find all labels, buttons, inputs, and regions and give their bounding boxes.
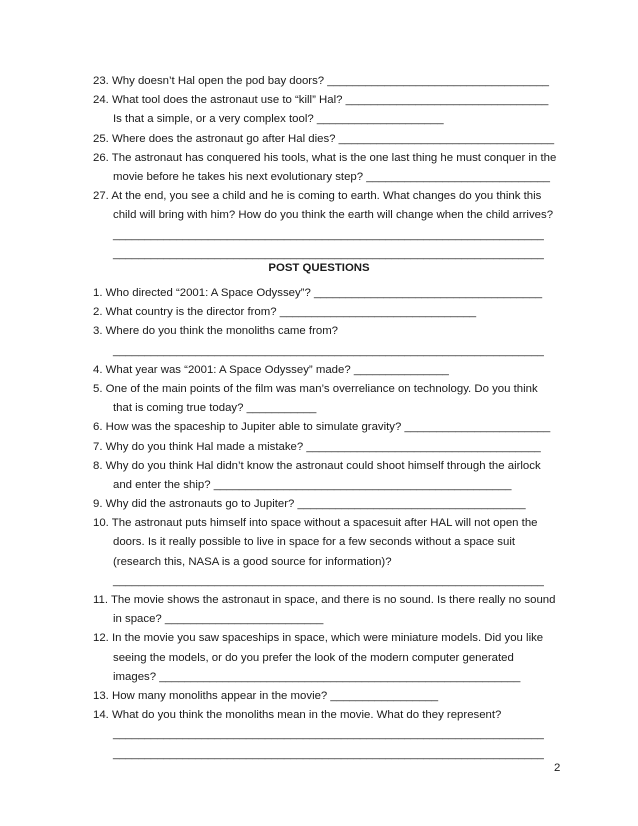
question-item <box>93 322 573 360</box>
question-item <box>93 629 573 687</box>
question-continuation: movie before he takes his next evolutionary step? _____________________________ <box>113 170 550 183</box>
question-text: 11. The movie shows the astronaut in space, and there is no sound. Is there really no sound <box>93 594 556 606</box>
question-continuation: ____________________________________________________________________ <box>113 344 544 357</box>
question-text: 14. What do you think the monoliths mean in the movie. What do they represent? <box>93 709 502 722</box>
question-text: 25. Where does the astronaut go after Hal dies? __________________________________ <box>93 132 555 145</box>
question-text: 9. Why did the astronauts go to Jupiter? ____________________________________ <box>93 498 526 511</box>
question-text: 4. What year was “2001: A Space Odyssey” made? _______________ <box>93 363 449 376</box>
question-item <box>93 91 573 129</box>
question-item <box>93 149 573 187</box>
question-text: 1. Who directed “2001: A Space Odyssey”? ____________________________________ <box>93 287 543 299</box>
question-continuation: in space? _________________________ <box>113 613 324 626</box>
post-questions-heading: POST QUESTIONS <box>268 262 370 274</box>
question-continuation: child will bring with him? How do you think the earth will change when the child arrives? <box>113 209 554 222</box>
question-item <box>93 72 573 91</box>
question-continuation: ____________________________________________________________________ <box>113 747 544 760</box>
question-text: 24. What tool does the astronaut use to “kill” Hal? ________________________________ <box>93 94 549 107</box>
question-item <box>93 438 573 457</box>
question-continuation: Is that a simple, or a very complex tool? ____________________ <box>113 113 444 126</box>
question-continuation: ____________________________________________________________________ <box>113 728 544 741</box>
question-continuation: that is coming true today? ___________ <box>113 402 317 415</box>
question-text: 10. The astronaut puts himself into space without a spacesuit after HAL will not open the <box>93 517 538 530</box>
question-continuation: images? _________________________________________________________ <box>113 670 521 683</box>
question-continuation: ____________________________________________________________________ <box>113 228 544 241</box>
question-text: 13. How many monoliths appear in the movie? _________________ <box>93 689 439 702</box>
question-continuation: and enter the ship? _______________________________________________ <box>113 478 512 491</box>
question-text: 26. The astronaut has conquered his tools, what is the one last thing he must conquer in the <box>93 151 557 164</box>
question-item <box>93 130 573 149</box>
question-item <box>93 514 573 591</box>
question-text: 5. One of the main points of the film was man’s overreliance on technology. Do you think <box>93 382 538 395</box>
post-question-list <box>93 284 573 764</box>
question-text: 6. How was the spaceship to Jupiter able to simulate gravity? _______________________ <box>93 421 551 434</box>
question-text: 23. Why doesn’t Hal open the pod bay doors? ___________________________________ <box>93 75 550 87</box>
question-item <box>93 380 573 418</box>
question-continuation: ____________________________________________________________________ <box>113 247 544 260</box>
question-text: 8. Why do you think Hal didn’t know the astronaut could shoot himself through the airlock <box>93 459 541 472</box>
question-text: 12. In the movie you saw spaceships in space, which were miniature models. Did you like <box>93 632 544 645</box>
question-item <box>93 687 573 706</box>
page-number: 2 <box>554 762 561 774</box>
question-continuation: (research this, NASA is a good source for information)? <box>113 555 392 568</box>
question-item <box>93 591 573 629</box>
question-text: 3. Where do you think the monoliths came from? <box>93 325 339 338</box>
question-text: 27. At the end, you see a child and he is coming to earth. What changes do you think this <box>93 190 542 203</box>
question-item <box>93 303 573 322</box>
question-item <box>93 284 573 303</box>
question-item <box>93 361 573 380</box>
question-continuation: seeing the models, or do you prefer the look of the modern computer generated <box>113 651 514 664</box>
question-text: 2. What country is the director from? _______________________________ <box>93 306 477 319</box>
question-item <box>93 495 573 514</box>
question-text: 7. Why do you think Hal made a mistake? _____________________________________ <box>93 440 541 453</box>
pre-question-list <box>93 72 573 264</box>
question-item <box>93 187 573 264</box>
question-continuation: doors. Is it really possible to live in space for a few seconds without a space suit <box>113 536 516 549</box>
question-item <box>93 457 573 495</box>
question-item <box>93 418 573 437</box>
question-continuation: ____________________________________________________________________ <box>113 574 544 587</box>
question-item <box>93 706 573 764</box>
